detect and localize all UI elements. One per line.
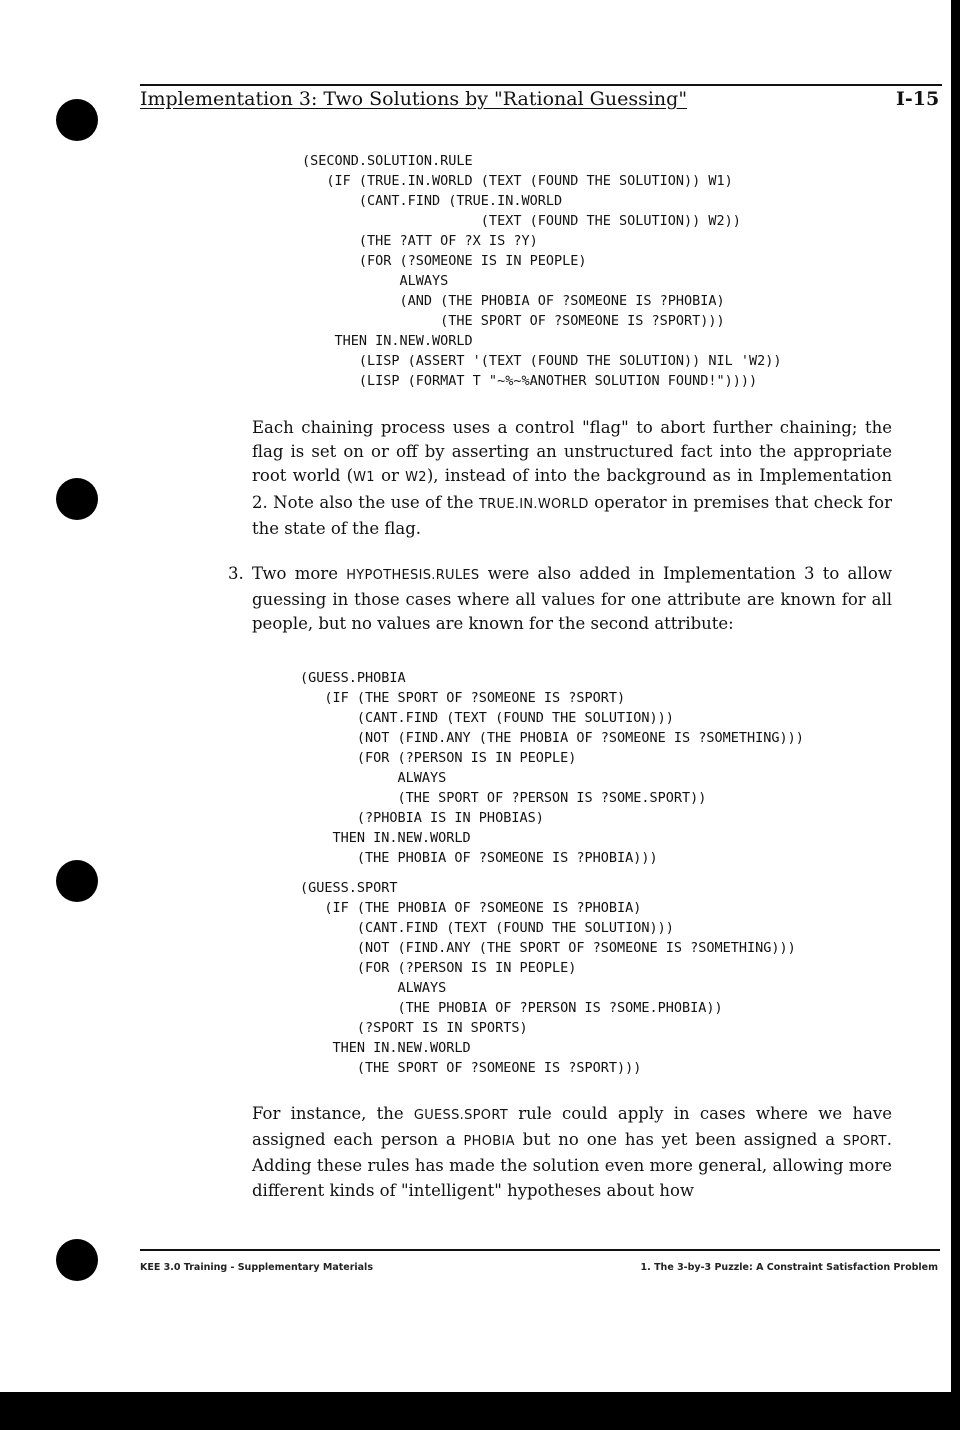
text-run: Each chaining process uses a control "flag" to abort further chaining; the flag is set on or off by asserting an unstructured fact into the appropriate root world (	[252, 418, 892, 486]
text-run: but no one has yet been assigned a	[514, 1130, 843, 1150]
term-w2: W2	[405, 470, 427, 486]
binder-hole	[56, 1239, 98, 1281]
text-run: or	[374, 466, 406, 486]
page-number: I-15	[896, 88, 940, 110]
footer-right: 1. The 3-by-3 Puzzle: A Constraint Satisfaction Problem	[640, 1262, 938, 1273]
binder-hole	[56, 860, 98, 902]
term-guess-sport: GUESS.SPORT	[413, 1108, 508, 1123]
text-run: Two more	[252, 564, 347, 583]
list-number: 3.	[228, 564, 244, 583]
header-rule	[140, 84, 942, 86]
term-w1: W1	[353, 470, 375, 486]
paragraph-guess-sport-example	[252, 1102, 892, 1203]
term-phobia: PHOBIA	[463, 1134, 515, 1150]
term-sport: SPORT	[842, 1134, 887, 1150]
binder-hole	[56, 478, 98, 520]
header-title: Implementation 3: Two Solutions by "Rational Guessing"	[140, 88, 688, 110]
text-run: were also added in Implementation 3 to allow guessing in those cases where all values for one attribute are known for all people, but no values are known for the second attribute:	[252, 564, 892, 634]
list-item-hypothesis-rules	[252, 562, 892, 637]
paragraph-flag-explanation	[252, 416, 892, 541]
footer-rule	[140, 1249, 940, 1251]
code-guess-phobia: (GUESS.PHOBIA (IF (THE SPORT OF ?SOMEONE IS ?SPORT) (CANT.FIND (TEXT (FOUND THE SOLUTION))) (NOT (FIND.ANY (THE PHOBIA OF ?SOMEONE IS ?SOMETHING))) (FOR (?PERSON IS IN PEOPLE) ALWAYS (THE SPORT OF ?PERSON IS ?SOME.SPORT)) (?PHOBIA IS IN PHOBIAS) THEN IN.NEW.WORLD (THE PHOBIA OF ?SOMEONE IS ?PHOBIA)))	[300, 670, 804, 866]
binder-hole	[56, 99, 98, 141]
text-run: . Adding these rules has made the solution even more general, allowing more different kinds of "intelligent" hypotheses about how	[252, 1130, 892, 1200]
text-run: For instance, the	[252, 1104, 414, 1123]
text-run: operator in premises that check for the state of the flag.	[252, 492, 892, 538]
text-run: ), instead of into the background as in Implementation 2. Note also the use of the	[252, 466, 892, 512]
code-second-solution-rule: (SECOND.SOLUTION.RULE (IF (TRUE.IN.WORLD (TEXT (FOUND THE SOLUTION)) W1) (CANT.FIND (TRUE.IN.WORLD (TEXT (FOUND THE SOLUTION)) W2)) (THE ?ATT OF ?X IS ?Y) (FOR (?SOMEONE IS IN PEOPLE) ALWAYS (AND (THE PHOBIA OF ?SOMEONE IS ?PHOBIA) (THE SPORT OF ?SOMEONE IS ?SPORT))) THEN IN.NEW.WORLD (LISP (ASSERT '(TEXT (FOUND THE SOLUTION)) NIL 'W2)) (LISP (FORMAT T "~%~%ANOTHER SOLUTION FOUND!"))))	[302, 153, 782, 389]
term-true-in-world: TRUE.IN.WORLD	[478, 496, 589, 512]
text-run: rule could apply in cases where we have assigned each person a	[252, 1104, 892, 1150]
scan-bottom-band	[0, 1392, 960, 1430]
code-guess-sport: (GUESS.SPORT (IF (THE PHOBIA OF ?SOMEONE IS ?PHOBIA) (CANT.FIND (TEXT (FOUND THE SOLUTION))) (NOT (FIND.ANY (THE SPORT OF ?SOMEONE IS ?SOMETHING))) (FOR (?PERSON IS IN PEOPLE) ALWAYS (THE PHOBIA OF ?PERSON IS ?SOME.PHOBIA)) (?SPORT IS IN SPORTS) THEN IN.NEW.WORLD (THE SPORT OF ?SOMEONE IS ?SPORT)))	[300, 880, 796, 1076]
footer-left: KEE 3.0 Training - Supplementary Materials	[140, 1262, 373, 1273]
term-hypothesis-rules: HYPOTHESIS.RULES	[346, 568, 480, 583]
scan-edge	[951, 0, 960, 1392]
